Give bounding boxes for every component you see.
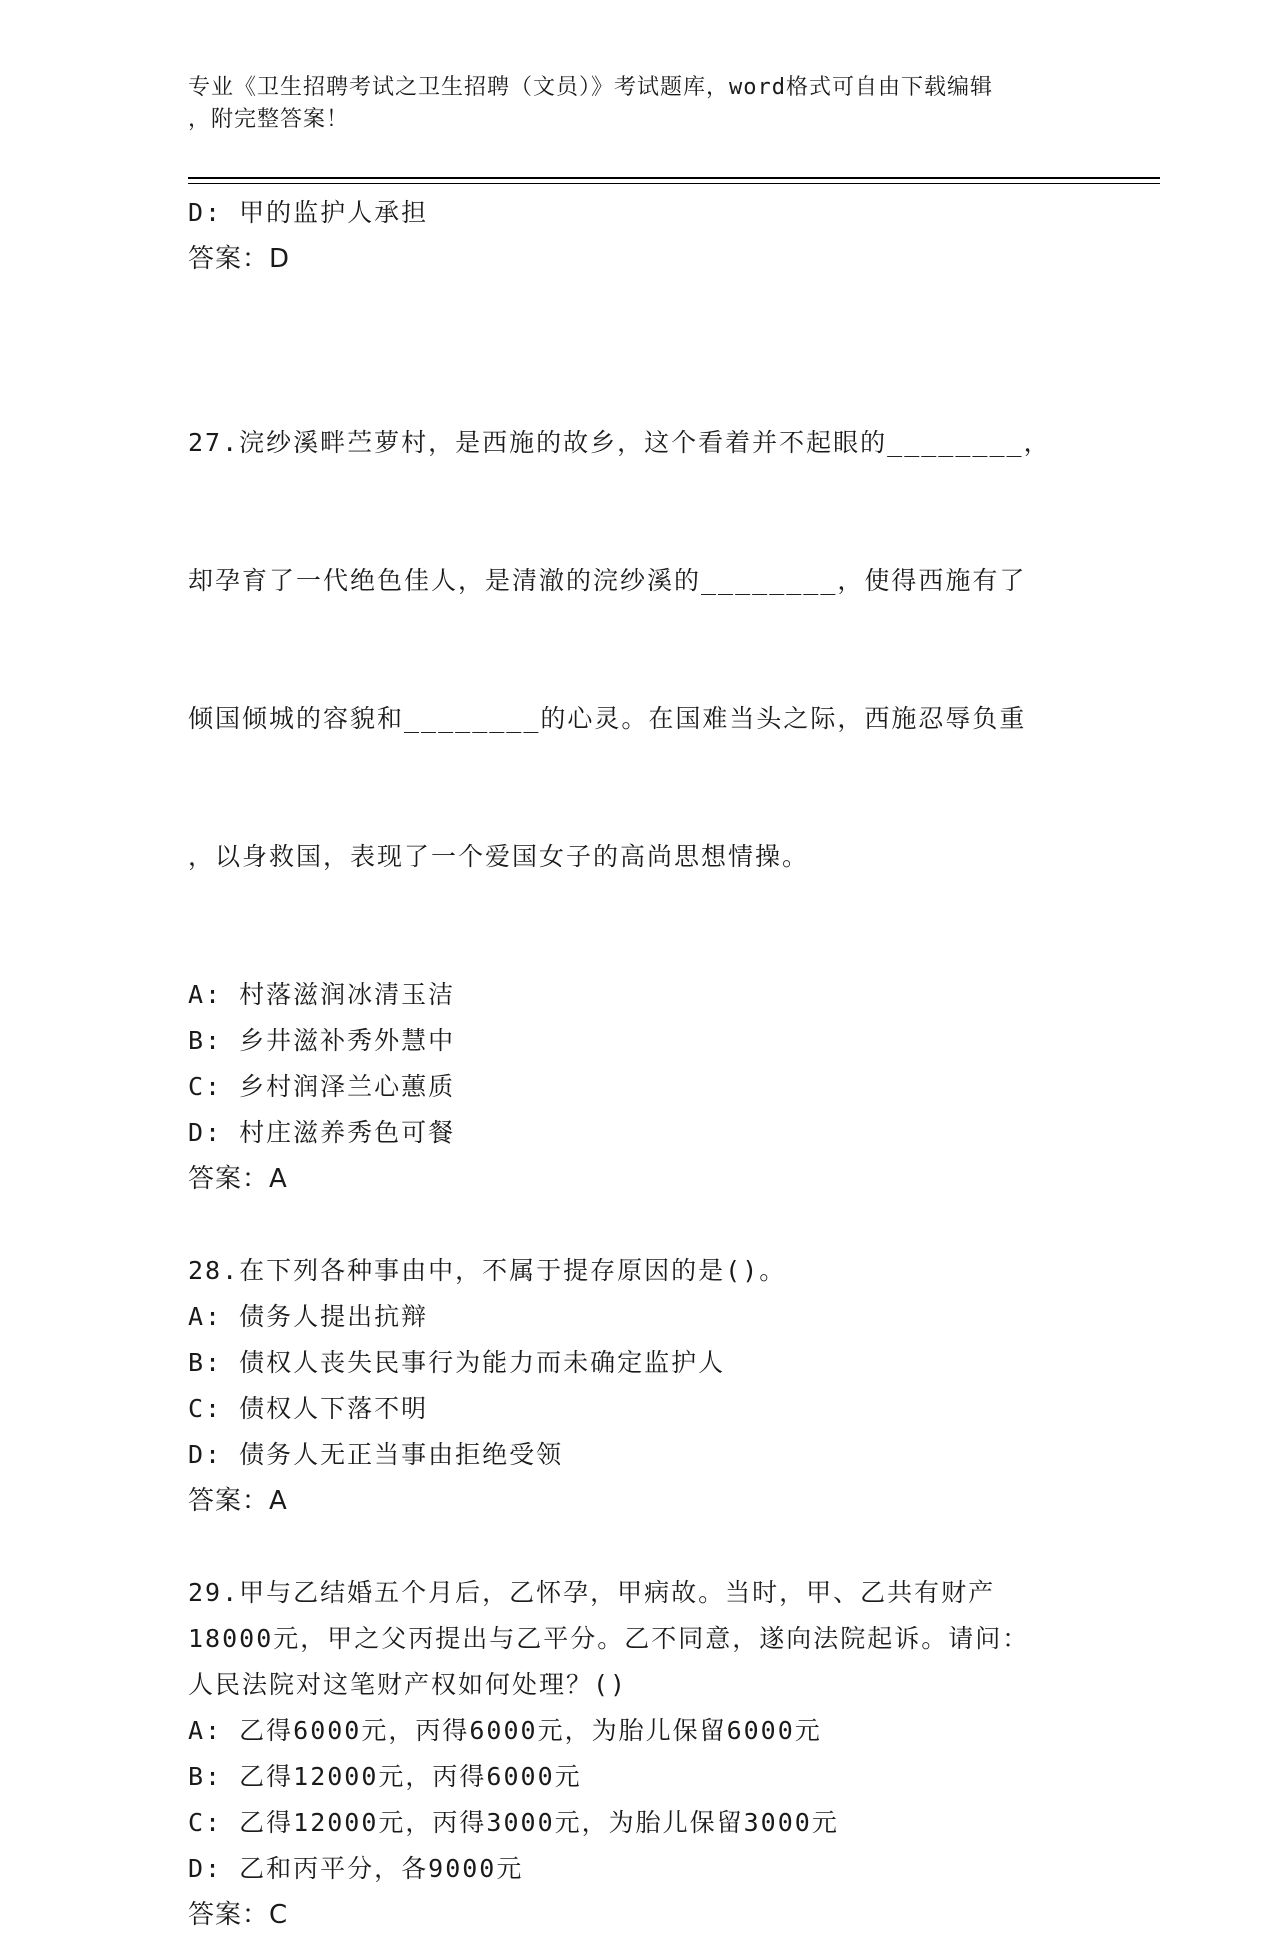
answer: 答案：D bbox=[188, 244, 291, 274]
question-29 bbox=[188, 1570, 1088, 1938]
option-d: D: 甲的监护人承担 bbox=[188, 198, 429, 227]
spacer bbox=[188, 1524, 1088, 1570]
question-line: 28.在下列各种事由中，不属于提存原因的是()。 bbox=[188, 1256, 787, 1285]
option-c: C: 乙得12000元，丙得3000元，为胎儿保留3000元 bbox=[188, 1808, 839, 1837]
option-d: D: 债务人无正当事由拒绝受领 bbox=[188, 1440, 564, 1469]
answer: 答案：A bbox=[188, 1486, 288, 1516]
question-line: ，以身救国，表现了一个爱国女子的高尚思想情操。 bbox=[188, 842, 810, 871]
option-b: B: 乙得12000元，丙得6000元 bbox=[188, 1762, 582, 1791]
question-line: 29.甲与乙结婚五个月后，乙怀孕，甲病故。当时，甲、乙共有财产 bbox=[188, 1578, 996, 1607]
option-b: B: 债权人丧失民事行为能力而未确定监护人 bbox=[188, 1348, 726, 1377]
option-b: B: 乡井滋补秀外慧中 bbox=[188, 1026, 456, 1055]
spacer bbox=[188, 1202, 1088, 1248]
option-c: C: 债权人下落不明 bbox=[188, 1394, 429, 1423]
option-c: C: 乡村润泽兰心蕙质 bbox=[188, 1072, 456, 1101]
question-line: 倾国倾城的容貌和________的心灵。在国难当头之际，西施忍辱负重 bbox=[188, 704, 1027, 733]
answer: 答案：C bbox=[188, 1900, 289, 1930]
document-body bbox=[188, 190, 1088, 1938]
answer: 答案：A bbox=[188, 1164, 288, 1194]
option-d: D: 乙和丙平分，各9000元 bbox=[188, 1854, 524, 1883]
option-a: A: 乙得6000元，丙得6000元，为胎儿保留6000元 bbox=[188, 1716, 822, 1745]
question-27 bbox=[188, 328, 1088, 1202]
question-26-tail bbox=[188, 190, 1088, 282]
spacer bbox=[188, 282, 1088, 328]
question-text bbox=[188, 328, 1088, 972]
question-line: 人民法院对这笔财产权如何处理？() bbox=[188, 1670, 628, 1699]
page-header bbox=[188, 72, 1088, 136]
question-28 bbox=[188, 1248, 1088, 1524]
option-a: A: 债务人提出抗辩 bbox=[188, 1302, 429, 1331]
header-line-1: 专业《卫生招聘考试之卫生招聘（文员）》考试题库，word格式可自由下载编辑 bbox=[188, 75, 993, 100]
question-line: 却孕育了一代绝色佳人，是清澈的浣纱溪的________，使得西施有了 bbox=[188, 566, 1027, 595]
question-line: 18000元，甲之父丙提出与乙平分。乙不同意，遂向法院起诉。请问： bbox=[188, 1624, 1030, 1653]
header-divider-thick bbox=[188, 177, 1160, 179]
header-line-2: ，附完整答案！ bbox=[188, 107, 350, 132]
question-line: 27.浣纱溪畔苎萝村，是西施的故乡，这个看着并不起眼的________， bbox=[188, 428, 1051, 457]
header-divider-thin bbox=[188, 183, 1160, 184]
option-a: A: 村落滋润冰清玉洁 bbox=[188, 980, 456, 1009]
option-d: D: 村庄滋养秀色可餐 bbox=[188, 1118, 456, 1147]
